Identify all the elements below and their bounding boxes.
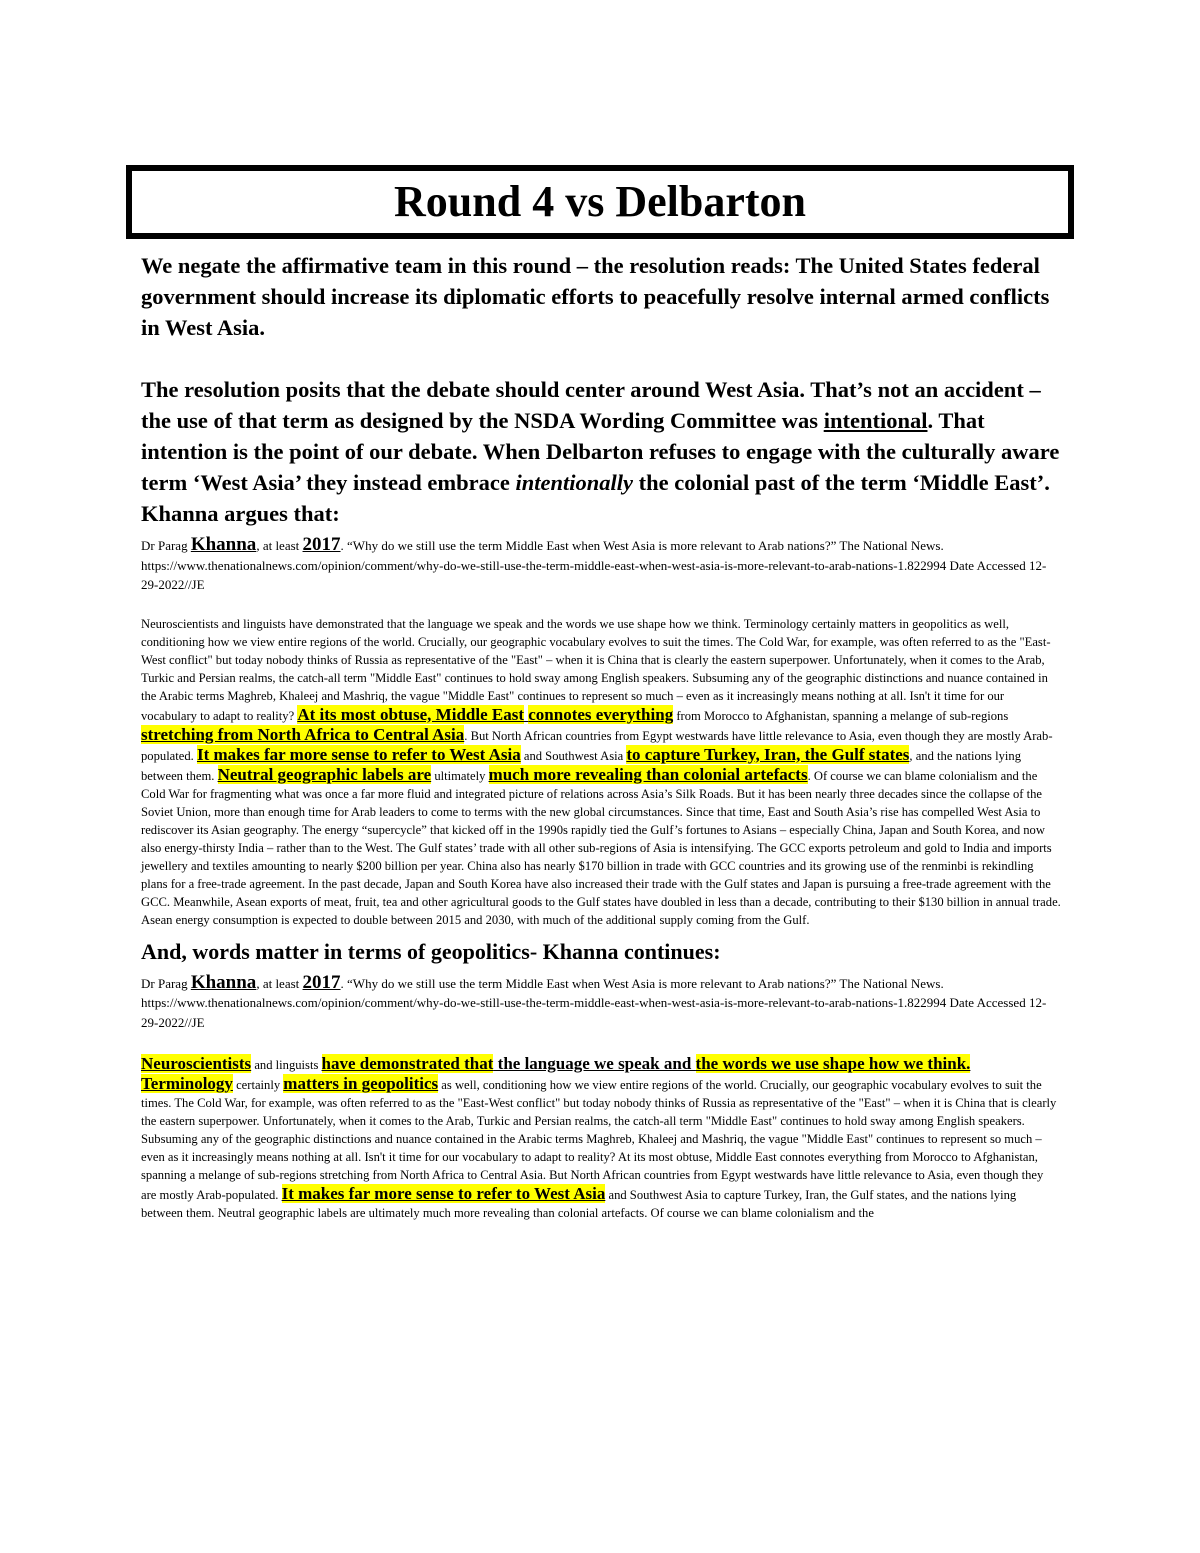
card2-highlight: It makes far more sense to refer to West Asia: [281, 1184, 606, 1203]
card1-text: from Morocco to Afghanistan, spanning a melange of sub-regions: [673, 708, 1009, 723]
card2-underline: the language we speak and: [493, 1054, 696, 1073]
cite-pre: Dr Parag: [141, 538, 191, 553]
card1-text: and Southwest Asia: [520, 748, 627, 763]
title-box: [126, 165, 1074, 239]
card1-highlight: It makes far more sense to refer to West Asia: [196, 744, 521, 764]
card1-text: Neuroscientists and linguists have demonstrated that the language we speak and the words we use shape how we think. Terminology certainly matters in geopolitics as well, conditioning how we view entire regions of the world. Crucially, our geographic vocabulary evolves to suit the times. The Cold War, for example, was often referred to as the "East-West conflict" but today nobody thinks of Russia as representative of the "East" – when it is China that is clearly the eastern superpower. Unfortunately, when it comes to the Arab, Turkic and Persian realms, the catch-all term "Middle East" continues to hold sway among English speakers. Subsuming any of the geographic distinctions and nuance contained in the Arabic terms Maghreb, Khaleej and Mashriq, the vague "Middle East" continues to represent so much – even as it increasingly means nothing at all. Isn't it time for our vocabulary to adapt to reality?: [141, 616, 1051, 723]
tag-text-c: . That intention is the point of our debate. When Delbarton refuses to engage with the culturally aware term ‘West Asia’ they instead embrace: [141, 408, 1060, 495]
evidence-card-2: [141, 1054, 1061, 1222]
cite-mid: , at least: [256, 975, 303, 991]
card2-text: certainly: [232, 1078, 284, 1092]
tag-text-intentional: intentional: [823, 408, 928, 433]
card1-highlight: connotes everything: [528, 704, 674, 724]
card1-text: . Of course we can blame colonialism and the Cold War for fragmenting what was once a far more fluid and integrated picture of relations across Asia’s Silk Roads. But it has been nearly three decades since the collapse of the Soviet Union, more than enough time for Arab leaders to come to terms with the new global circumstances. Since that time, East and South Asia’s rise has compelled West Asia to rediscover its Asian geography. The energy “supercycle” that kicked off in the 1990s rapidly tied the Gulf’s fortunes to Asians – especially China, Japan and South Korea, and now also energy-thirsty India – rather than to the West. The Gulf states’ trade with all other sub-regions of Asia is intensifying. The GCC exports petroleum and gold to India and imports jewellery and textiles amounting to nearly $200 billion per year. China also has nearly $170 billion in trade with GCC countries and its growing use of the renminbi is rekindling plans for a free-trade agreement. In the past decade, Japan and South Korea have also increased their trade with the Gulf states and Japan is pursuing a free-trade agreement with the GCC. Meanwhile, Asean exports of meat, fruit, tea and other agricultural goods to the Gulf states have doubled in less than a decade, contributing to their $130 billion in annual trade. Asean energy consumption is expected to double between 2015 and 2030, with much of the additional supply coming from the Gulf.: [141, 768, 1061, 927]
citation-1: [141, 535, 1061, 595]
card2-highlight: Neuroscientists: [141, 1054, 252, 1073]
cite-year: 2017: [302, 971, 341, 993]
document-body: [141, 250, 1061, 1222]
card2-text: and linguists: [251, 1058, 322, 1072]
card1-highlight: much more revealing than colonial artefacts: [488, 764, 808, 784]
card1-highlight: Neutral geographic labels are: [217, 764, 432, 784]
card1-text: . But North African countries from Egypt westwards have little relevance to Asia, even though they are mostly Arab-populated.: [141, 728, 1053, 763]
tag-text-intentionally: intentionally: [515, 470, 634, 495]
tag-text-a: The resolution posits that the debate should center around West Asia. That’s not an accident – the use of that term as designed by the NSDA Wording Committee was: [141, 377, 1041, 433]
tag-text-e: the colonial past of the term ‘Middle East’. Khanna argues that:: [141, 470, 1050, 526]
card1-text: ultimately: [431, 768, 489, 783]
cite-rest: . “Why do we still use the term Middle East when West Asia is more relevant to Arab nations?” The National News. https://www.thenationalnews.com/opinion/comment/why-do-we-still-use-the-term-middle-east-when-west-asia-is-more-relevant-to-arab-nations-1.822994 Date Accessed 12-29-2022//JE: [141, 975, 1047, 1030]
card1-highlight: stretching from North Africa to Central Asia: [141, 724, 465, 744]
card2-text: as well, conditioning how we view entire regions of the world. Crucially, our geographic vocabulary evolves to suit the times. The Cold War, for example, was often referred to as the "East-West conflict" but today nobody thinks of Russia as representative of the "East" – when it is China that is clearly the eastern superpower. Unfortunately, when it comes to the Arab, Turkic and Persian realms, the catch-all term "Middle East" continues to hold sway among English speakers. Subsuming any of the geographic distinctions and nuance contained in the Arabic terms Maghreb, Khaleej and Mashriq, the vague "Middle East" continues to represent so much – even as it increasingly means nothing at all. Isn't it time for our vocabulary to adapt to reality? At its most obtuse, Middle East connotes everything from Morocco to Afghanistan, spanning a melange of sub-regions stretching from North Africa to Central Asia. But North African countries from Egypt westwards have little relevance to Asia, even though they are mostly Arab-populated.: [141, 1078, 1057, 1202]
card2-text: and Southwest Asia to capture Turkey, Iran, the Gulf states, and the nations lying between them. Neutral geographic labels are ultimately much more revealing than colonial artefacts. Of course we can blame colonialism and the: [141, 1188, 1017, 1220]
argument-tag: [141, 374, 1061, 529]
intro-paragraph: We negate the affirmative team in this round – the resolution reads: The United States federal government should increase its diplomatic efforts to peacefully resolve internal armed conflicts in West Asia.: [141, 253, 1050, 340]
argument-tag-2: And, words matter in terms of geopolitics- Khanna continues:: [141, 938, 721, 964]
card1-text: , and the nations lying between them.: [141, 748, 1021, 783]
card1-highlight: At its most obtuse, Middle East: [297, 704, 524, 724]
cite-author: Khanna: [190, 534, 257, 555]
cite-mid: , at least: [256, 538, 303, 553]
card2-highlight: matters in geopolitics: [283, 1074, 439, 1093]
evidence-card-1: [141, 615, 1061, 929]
card1-highlight: to capture Turkey, Iran, the Gulf states: [626, 744, 910, 764]
card2-highlight: the words we use shape how we think. Terminology: [141, 1054, 971, 1093]
citation-2: [141, 973, 1061, 1033]
cite-rest: . “Why do we still use the term Middle East when West Asia is more relevant to Arab nations?” The National News. https://www.thenationalnews.com/opinion/comment/why-do-we-still-use-the-term-middle-east-when-west-asia-is-more-relevant-to-arab-nations-1.822994 Date Accessed 12-29-2022//JE: [141, 538, 1047, 592]
cite-author: Khanna: [190, 971, 257, 993]
page-title: Round 4 vs Delbarton: [394, 177, 806, 226]
cite-year: 2017: [302, 534, 341, 555]
cite-pre: Dr Parag: [141, 975, 191, 991]
card2-highlight: have demonstrated that: [321, 1054, 494, 1073]
